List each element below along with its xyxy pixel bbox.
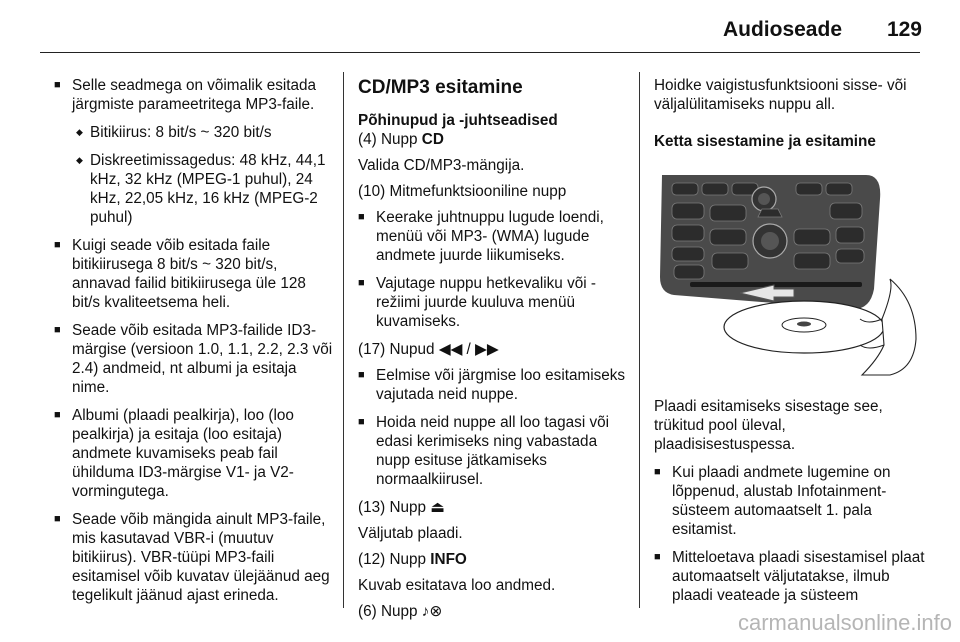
sub-list-item: ◆ Diskreetimissagedus: 48 kHz, 44,1 kHz, 32 kHz (MPEG-1 puhul), 24 kHz, 22,05 kHz, 16 kHz (MPEG-2 puhul): [54, 151, 334, 227]
illustration-svg: [654, 169, 934, 381]
list-item: ■ Seade võib mängida ainult MP3-faile, mis kasutavad VBR-i (muutuv bitikiirus). VBR-tüüpi MP3-faili esitamisel võib kuvatav ülejäänud aeg tegelikult jäänud ajast erineda.: [54, 510, 334, 605]
cd-label: CD: [421, 131, 444, 148]
sub-heading: Põhinupud ja -juhtseadised: [358, 112, 558, 129]
paragraph: Valida CD/MP3-mängija.: [358, 157, 525, 174]
button-13-label: (13) Nupp ⏏: [358, 499, 445, 516]
header-divider: [40, 52, 920, 53]
column-2: [358, 76, 630, 628]
button-4-label: [358, 130, 630, 149]
paragraph: Plaadi esitamiseks sisestage see, trükitud pool üleval, plaadisisestuspessa.: [654, 398, 883, 453]
button-6-label: (6) Nupp ♪⊗: [358, 603, 443, 620]
paragraph: Väljutab plaadi.: [358, 525, 463, 542]
paragraph: Hoidke vaigistusfunktsiooni sisse- või väljalülitamiseks nuppu all.: [654, 77, 907, 113]
list-item: ■ Eelmise või järgmise loo esitamiseks vajutada neid nuppe.: [358, 366, 630, 404]
list-item: ■ Mitteloetava plaadi sisestamisel plaat automaatselt väljutatakse, ilmub plaadi veateade ja süsteem: [654, 548, 926, 605]
column-3: [654, 76, 926, 614]
list-item: ■ Hoida neid nuppe all loo tagasi või edasi kerimiseks ning vabastada nupp esituse jätkamiseks normaalkiirusel.: [358, 413, 630, 489]
column-1: [62, 76, 334, 614]
list-item: ■ Selle seadmega on võimalik esitada järgmiste parameetritega MP3-faile.: [54, 76, 334, 114]
button-12-label: [358, 550, 630, 569]
page-number: 129: [886, 18, 922, 41]
list-item: ■ Keerake juhtnuppu lugude loendi, menüü või MP3- (WMA) lugude andmete juurde liikumiseks.: [358, 208, 630, 265]
column-divider-2: [639, 72, 640, 608]
cd-insertion-illustration: [654, 169, 934, 381]
list-item: ■ Kui plaadi andmete lugemine on lõppenud, alustab Infotainment-süsteem automaatselt 1. pala esitamist.: [654, 463, 926, 539]
paragraph: Kuvab esitatava loo andmed.: [358, 577, 556, 594]
page-title: Audioseade: [722, 18, 842, 41]
list-item: ■ Albumi (plaadi pealkirja), loo (loo pealkirja) ja esitaja (loo esitaja) andmete kuvamiseks peab fail ühilduma ID3-märgise V1- ja V2-vormingutega.: [54, 406, 334, 501]
button-12-prefix: (12) Nupp: [358, 551, 431, 568]
list-item: ■ Seade võib esitada MP3-failide ID3-märgise (versioon 1.0, 1.1, 2.2, 2.3 või 2.4) andmeid, nt albumi ja esitaja nime.: [54, 321, 334, 397]
sub-heading: Ketta sisestamine ja esitamine: [654, 133, 876, 150]
section-heading: CD/MP3 esitamine: [358, 77, 523, 98]
column-divider-1: [343, 72, 344, 608]
button-17-label: (17) Nupud ◀◀ / ▶▶: [358, 341, 499, 358]
sub-list-item: ◆ Bitikiirus: 8 bit/s ~ 320 bit/s: [54, 123, 334, 142]
watermark: carmanualsonline.info: [737, 610, 952, 635]
list-item: ■ Kuigi seade võib esitada faile bitikiirusega 8 bit/s ~ 320 bit/s, annavad failid bitikiirusega üle 128 bit/s kvaliteetsema heli.: [54, 236, 334, 312]
button-4-prefix: (4) Nupp: [358, 131, 422, 148]
cd-slot: [690, 282, 862, 287]
button-10-label: (10) Mitmefunktsiooniline nupp: [358, 183, 567, 200]
list-item: ■ Vajutage nuppu hetkevaliku või -režiimi juurde kuuluva menüü kuvamiseks.: [358, 274, 630, 331]
info-label: INFO: [430, 551, 467, 568]
